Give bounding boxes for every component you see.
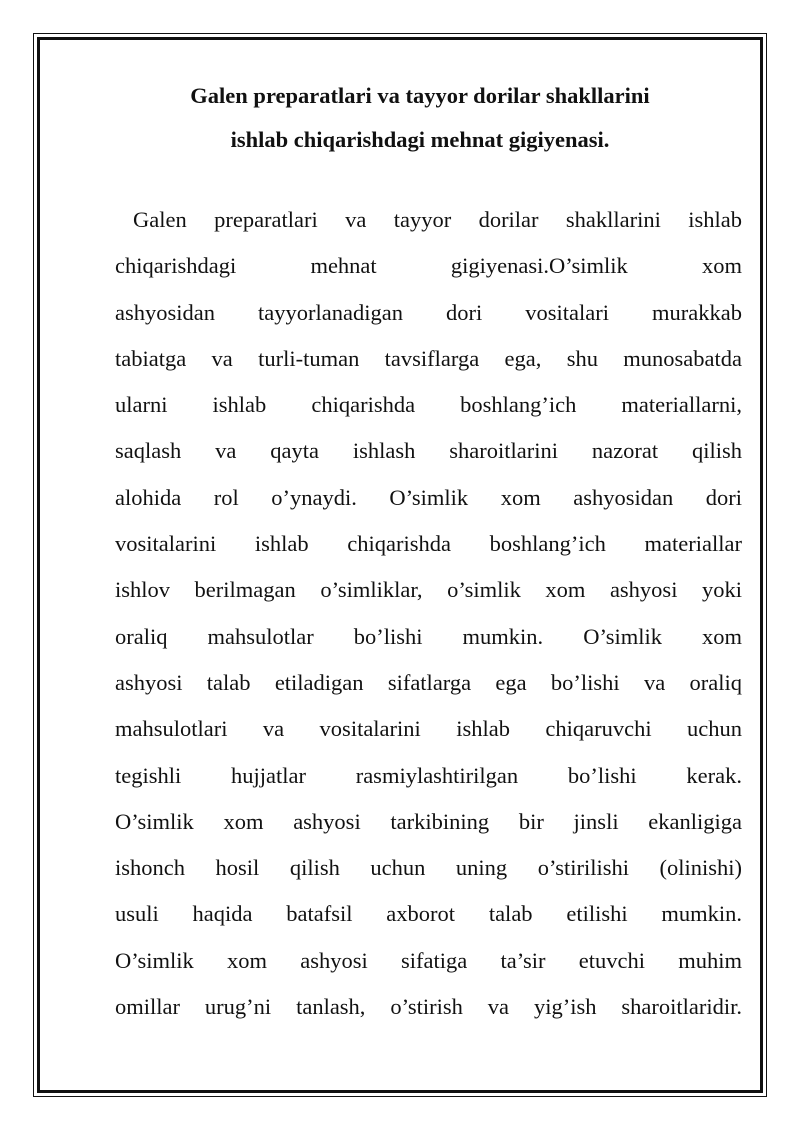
body-line: ashyosi talab etiladigan sifatlarga ega bo’lishi va oraliq (115, 669, 742, 695)
body-line: ularni ishlab chiqarishda boshlang’ich materiallarni, (115, 392, 742, 418)
body-line: ishlov berilmagan o’simliklar, o’simlik xom ashyosi yoki (115, 577, 742, 603)
body-line: alohida rol o’ynaydi. O’simlik xom ashyosidan dori (115, 484, 742, 510)
body-line: oraliq mahsulotlar bo’lishi mumkin. O’simlik xom (115, 623, 742, 649)
body-line: Galen preparatlari va tayyor dorilar shakllarini ishlab (133, 207, 742, 232)
document-title (120, 74, 720, 162)
title-line: ishlab chiqarishdagi mehnat gigiyenasi. (230, 127, 610, 152)
body-line: usuli haqida batafsil axborot talab etilishi mumkin. (115, 901, 742, 927)
body-line: O’simlik xom ashyosi sifatiga ta’sir etuvchi muhim (115, 947, 742, 973)
body-line: chiqarishdagi mehnat gigiyenasi.O’simlik xom (115, 253, 742, 279)
body-line: vositalarini ishlab chiqarishda boshlang’ich materiallar (115, 531, 742, 557)
body-line: saqlash va qayta ishlash sharoitlarini nazorat qilish (115, 438, 742, 464)
body-line: mahsulotlari va vositalarini ishlab chiqaruvchi uchun (115, 716, 742, 742)
body-line: ashyosidan tayyorlanadigan dori vositalari murakkab (115, 299, 742, 325)
title-line: Galen preparatlari va tayyor dorilar shakllarini (190, 83, 650, 108)
body-line: omillar urug’ni tanlash, o’stirish va yig’ish sharoitlaridir. (115, 994, 742, 1020)
body-line: tegishli hujjatlar rasmiylashtirilgan bo’lishi kerak. (115, 762, 742, 788)
body-line: O’simlik xom ashyosi tarkibining bir jinsli ekanligiga (115, 808, 742, 834)
body-line: ishonch hosil qilish uchun uning o’stirilishi (olinishi) (115, 855, 742, 881)
body-line: tabiatga va turli-tuman tavsiflarga ega, shu munosabatda (115, 345, 742, 371)
document-body (115, 197, 742, 1030)
